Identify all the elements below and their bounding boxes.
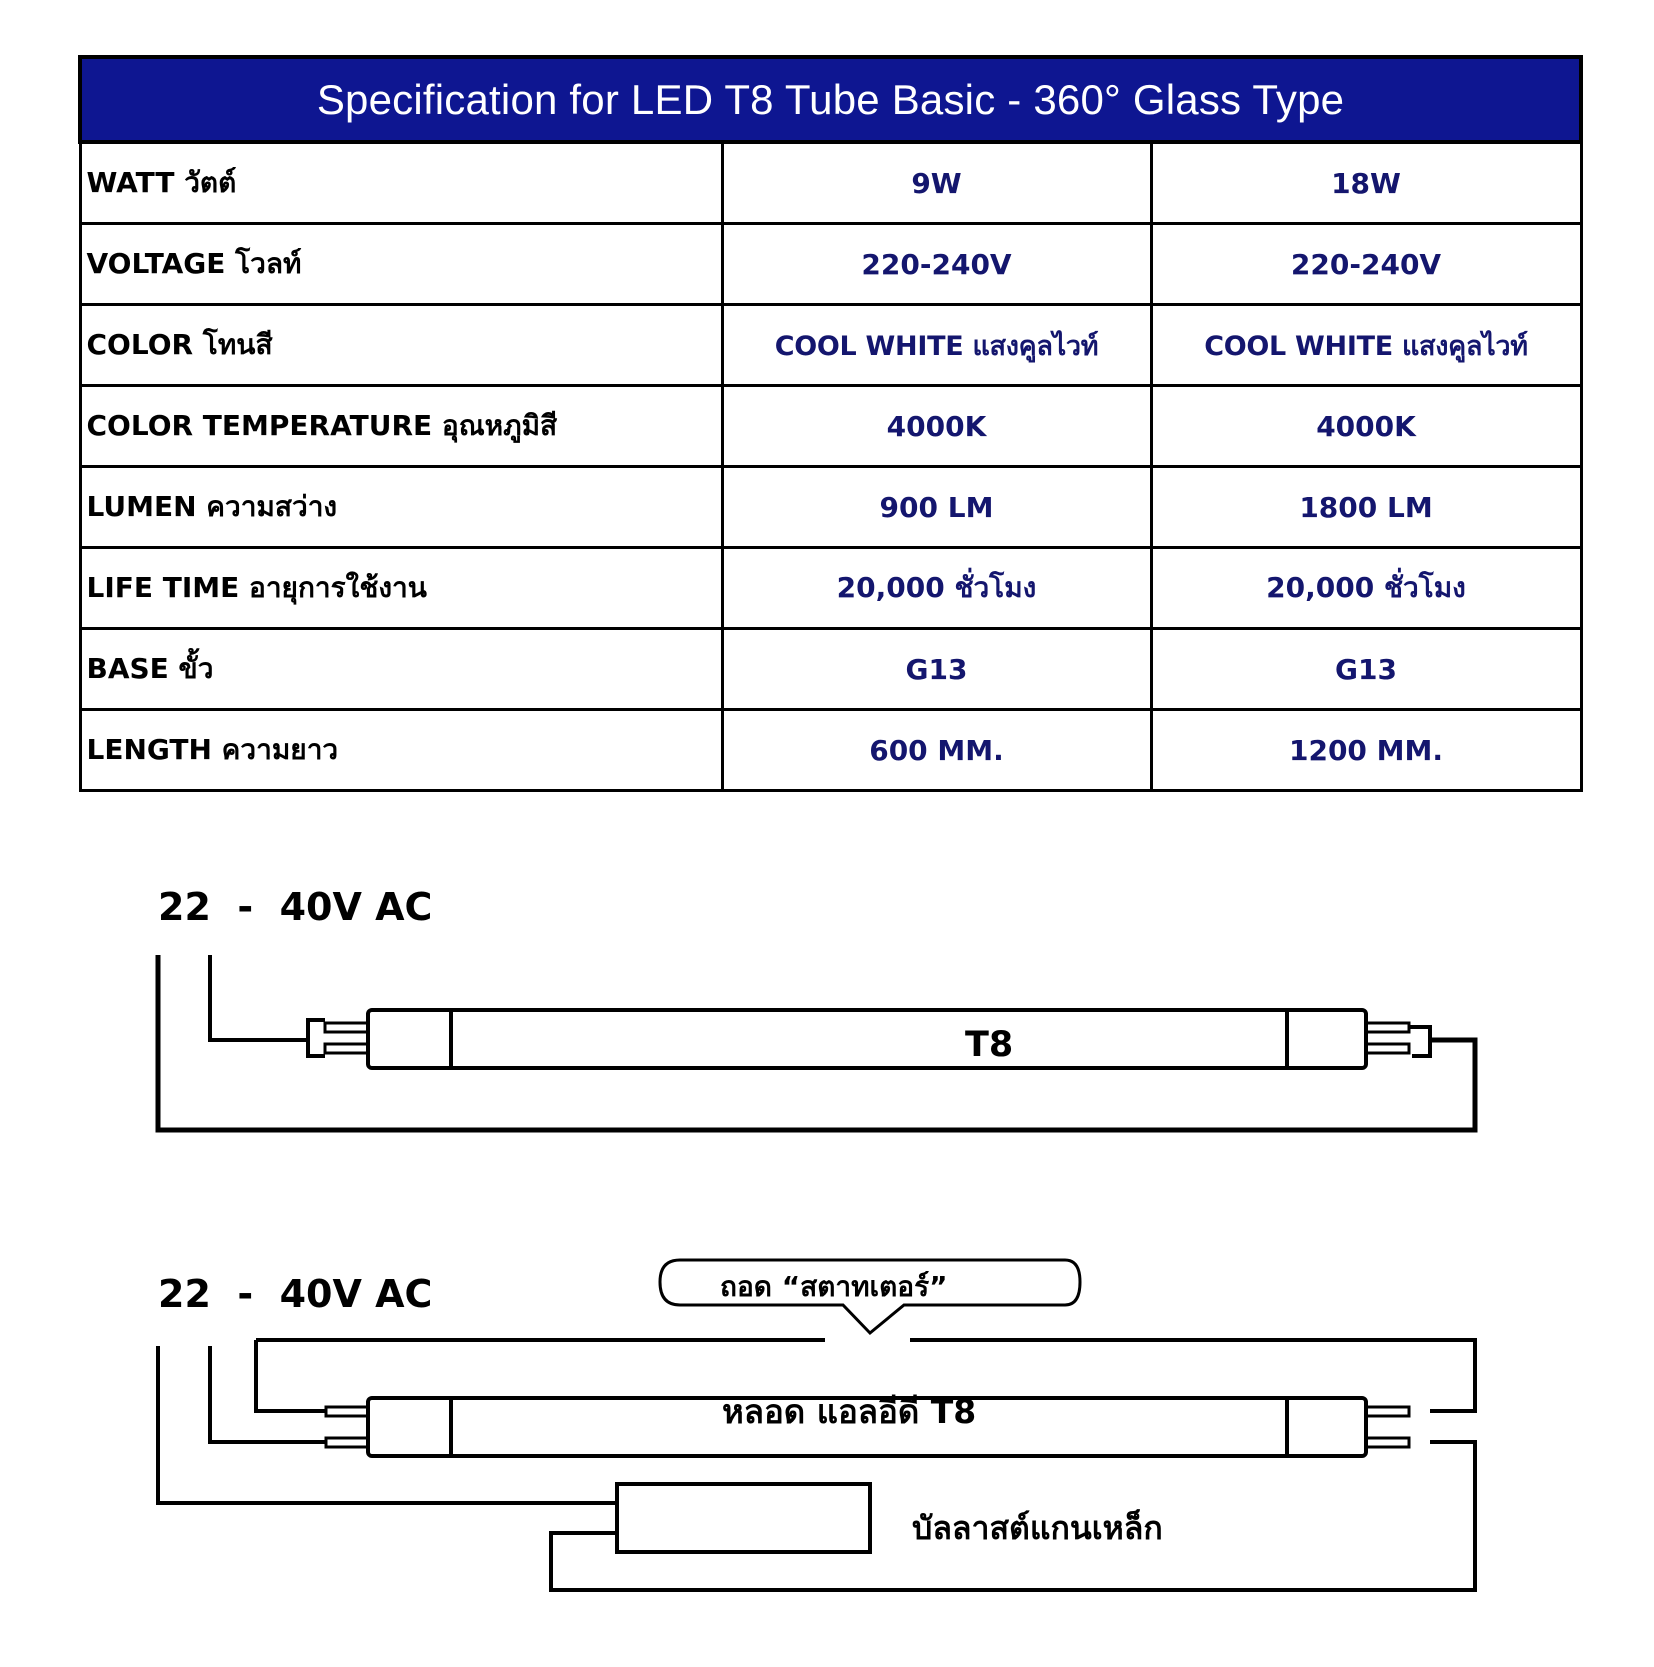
led-right-pins [1366, 1407, 1409, 1447]
life-time-18w-value: 20,000 ชั่วโมง [1151, 548, 1581, 629]
lumen-9w-value: 900 LM [722, 467, 1151, 548]
led-left-pins [326, 1407, 368, 1447]
left-pins [308, 1020, 368, 1056]
starter-callout-label: ถอด “สตาทเตอร์” [720, 1270, 948, 1303]
diagram2-tube-label: หลอด แอลอีดี T8 [722, 1392, 977, 1431]
table-title: Specification for LED T8 Tube Basic - 360° Glass Type [80, 57, 1581, 142]
life-time-9w-value: 20,000 ชั่วโมง [722, 548, 1151, 629]
watt-9w-value: 9W [722, 142, 1151, 224]
voltage-18w-value: 220-240V [1151, 224, 1581, 305]
row-label-base: BASE ขั้ว [80, 629, 722, 710]
color-temperature-18w-value: 4000K [1151, 386, 1581, 467]
lumen-18w-value: 1800 LM [1151, 467, 1581, 548]
diagram1-tube-label: T8 [965, 1025, 1014, 1065]
row-label-lumen: LUMEN ความสว่าง [80, 467, 722, 548]
length-9w-value: 600 MM. [722, 710, 1151, 791]
base-18w-value: G13 [1151, 629, 1581, 710]
row-label-life-time: LIFE TIME อายุการใช้งาน [80, 548, 722, 629]
diagram2-voltage-label: 22 - 40V AC [158, 1272, 433, 1316]
right-pins [1366, 1023, 1430, 1056]
tube-body [368, 1010, 1366, 1068]
color-9w-value: COOL WHITE แสงคูลไวท์ [722, 305, 1151, 386]
row-label-color-temperature: COLOR TEMPERATURE อุณหภูมิสี [80, 386, 722, 467]
ballast-box [617, 1484, 870, 1552]
diagram1-voltage-label: 22 - 40V AC [158, 885, 433, 929]
wire-left-supply [210, 955, 308, 1040]
row-label-watt: WATT วัตต์ [80, 142, 722, 224]
base-9w-value: G13 [722, 629, 1151, 710]
wire-ballast-loop [158, 1346, 617, 1503]
row-label-voltage: VOLTAGE โวลท์ [80, 224, 722, 305]
color-18w-value: COOL WHITE แสงคูลไวท์ [1151, 305, 1581, 386]
wire-left-supply-2 [210, 1346, 326, 1442]
wire-top-left-segment [256, 1340, 326, 1411]
watt-18w-value: 18W [1151, 142, 1581, 224]
voltage-9w-value: 220-240V [722, 224, 1151, 305]
wire-top-right-run [910, 1340, 1475, 1411]
length-18w-value: 1200 MM. [1151, 710, 1581, 791]
ballast-label: บัลลาสต์แกนเหล็ก [912, 1509, 1163, 1547]
row-label-color: COLOR โทนสี [80, 305, 722, 386]
color-temperature-9w-value: 4000K [722, 386, 1151, 467]
row-label-length: LENGTH ความยาว [80, 710, 722, 791]
diagram-direct-wiring [158, 955, 1475, 1130]
